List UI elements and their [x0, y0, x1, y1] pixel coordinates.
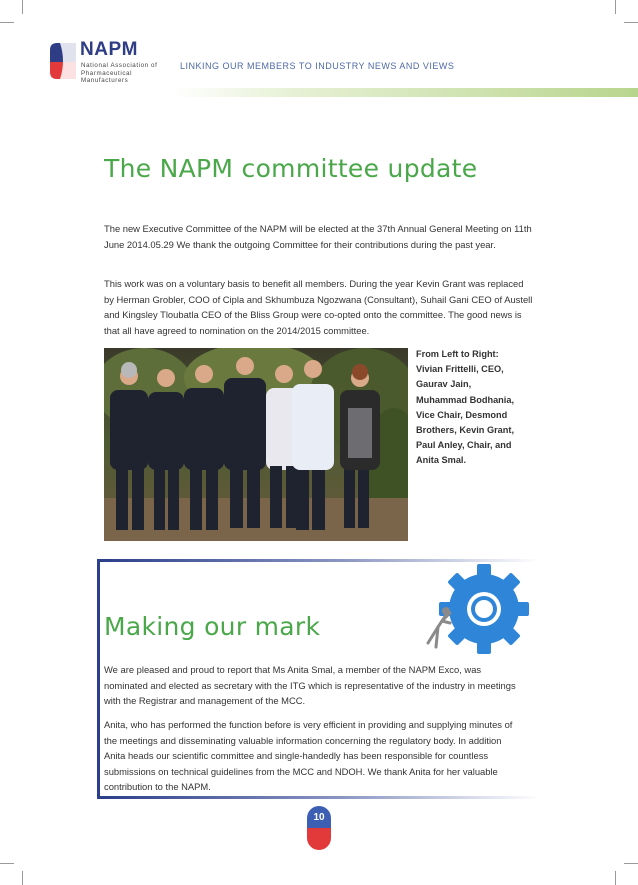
committee-group-photo [104, 348, 408, 541]
gear-illustration [416, 563, 532, 657]
capsule-logo-icon [46, 40, 80, 82]
committee-paragraph-2: This work was on a voluntary basis to benefit all members. During the year Kevin Grant was replaced by Herman Grobler, COO of Cipla and Skhumbuza Ngozwana (Consultant), Suhail Gani CEO of Austell and Kingsley Tloubatla CEO of the Bliss Group were co-opted onto the committee. The good news is that all have agreed to nomination on the 2014/2015 committee. [104, 278, 533, 336]
crop-mark [22, 0, 23, 14]
napm-logo [46, 40, 176, 82]
crop-mark [615, 871, 616, 885]
section-frame-left [97, 559, 100, 799]
header-tagline: LINKING OUR MEMBERS TO INDUSTRY NEWS AND VIEWS [180, 61, 455, 71]
mark-paragraph-1: We are pleased and proud to report that Ms Anita Smal, a member of the NAPM Exco, was nominated and elected as secretary with the ITG which is representative of the industry in meetings with the Registrar and management of the MCC. [104, 664, 516, 706]
page-number-capsule [307, 806, 331, 850]
crop-mark [0, 863, 14, 864]
crop-mark [624, 863, 638, 864]
gear-icon [416, 563, 532, 657]
page-number: 10 [313, 812, 325, 823]
crop-mark [0, 22, 14, 23]
committee-update-title: The NAPM committee update [104, 154, 478, 183]
crop-mark [615, 0, 616, 14]
crop-mark [22, 871, 23, 885]
header-gradient-bar [172, 88, 638, 97]
section-frame-bottom [100, 796, 540, 799]
committee-paragraph-1: The new Executive Committee of the NAPM will be elected at the 37th Annual General Meeting on 11th June 2014.05.29 We thank the outgoing Committee for their contributions during the past year. [104, 223, 532, 250]
photo-caption: From Left to Right: Vivian Frittelli, CEO, Gaurav Jain, Muhammad Bodhania, Vice Chair, Desmond Brothers, Kevin Grant, Paul Anley, Chair, and Anita Smal. [416, 349, 515, 466]
logo-subtitle: National Association of Pharmaceutical Manufacturers [81, 62, 158, 84]
mark-paragraph-2: Anita, who has performed the function before is very efficient in providing and supplying minutes of the meetings and disseminating valuable information concerning the regulatory body. In addition Anita heads our scientific committee and single-handedly has been responsible for countless submissions on technical guidelines from the MCC and NDOH. We thank Anita for her valuable contribution to the NAPM. [104, 719, 513, 792]
crop-mark [624, 22, 638, 23]
making-our-mark-title: Making our mark [104, 612, 321, 641]
section-frame-top [100, 559, 540, 562]
logo-wordmark: NAPM [80, 39, 138, 60]
